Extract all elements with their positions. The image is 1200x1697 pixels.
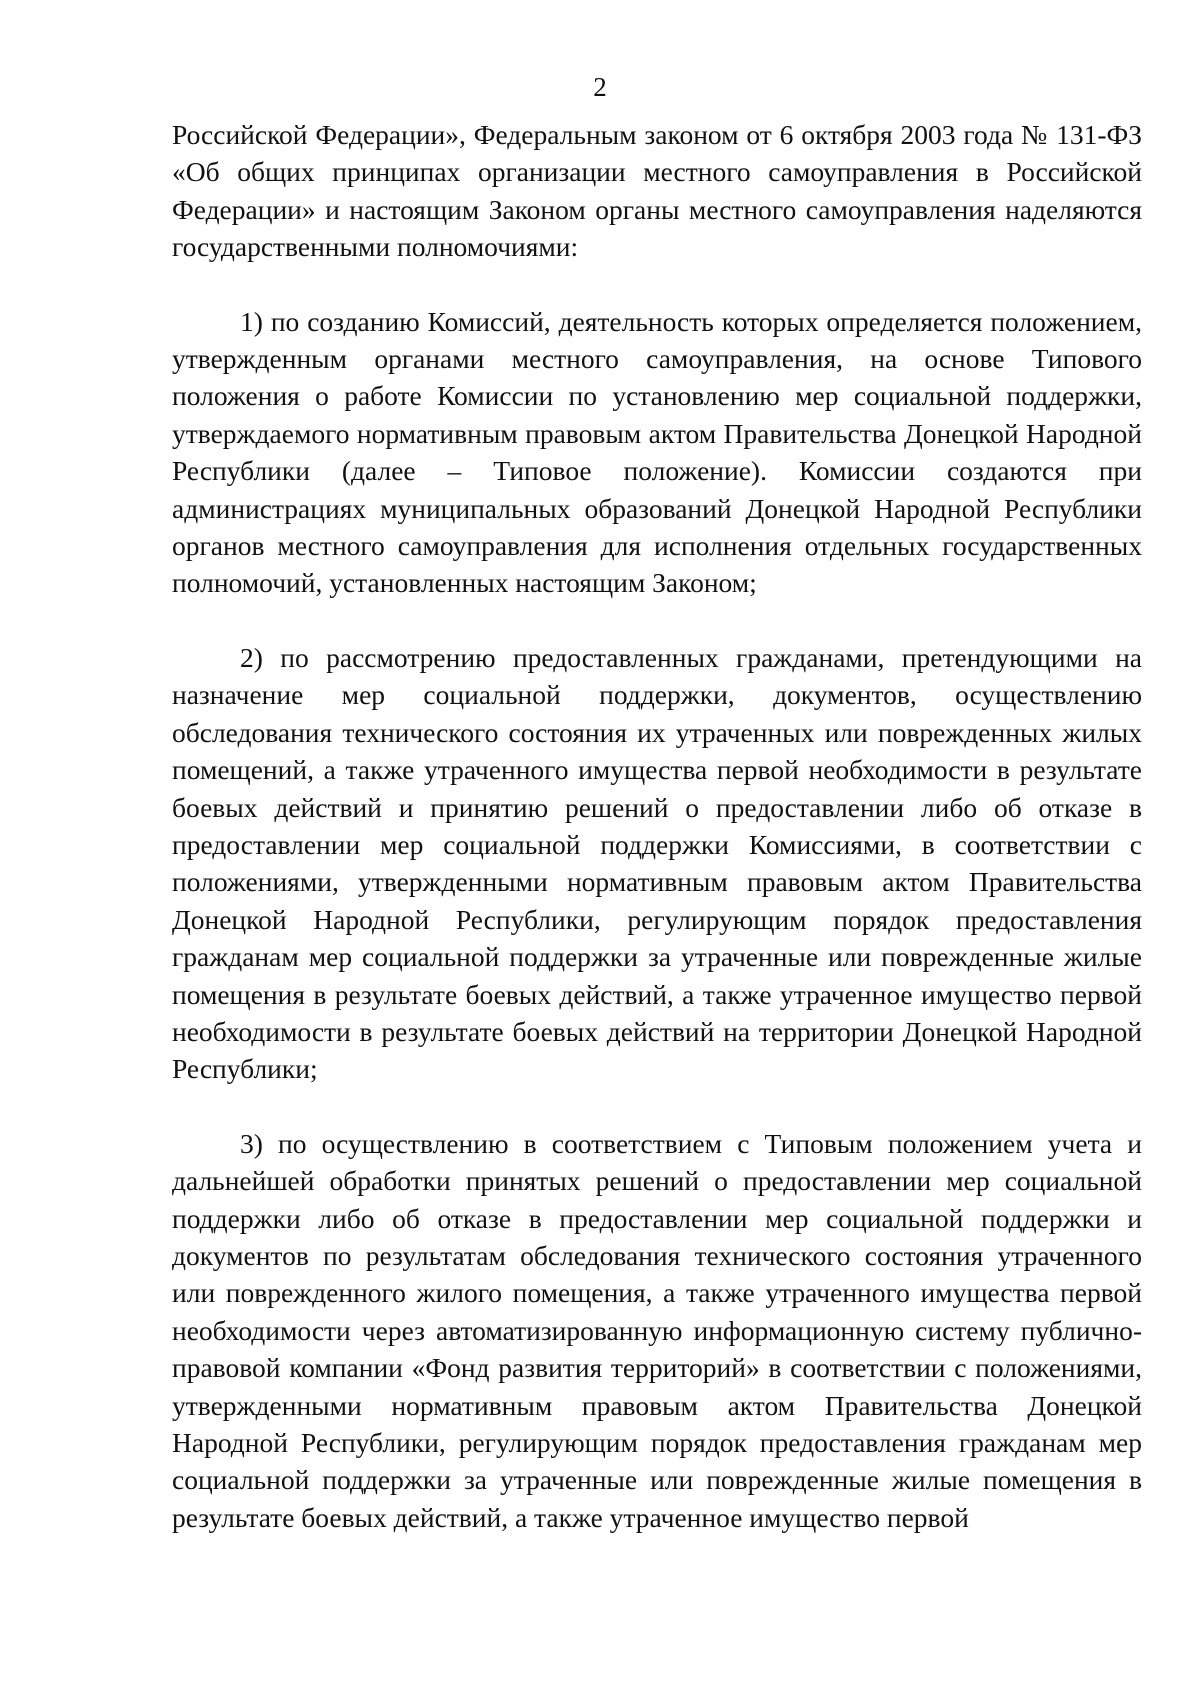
page-number: 2 <box>593 72 607 102</box>
paragraph-gap <box>172 266 1142 303</box>
paragraph-item-2: 2) по рассмотрению предоставленных гражданами, претендующими на назначение мер социальной поддержки, документов, осуществлению обследования технического состояния их утраченных или поврежденных жилых помещений, а также утраченного имущества первой необходимости в результате боевых действий и принятию решений о предоставлении либо об отказе в предоставлении мер социальной поддержки Комиссиями, в соответствии с положениями, утвержденными нормативным правовым актом Правительства Донецкой Народной Республики, регулирующим порядок предоставления гражданам мер социальной поддержки за утраченные или поврежденные жилые помещения в результате боевых действий, а также утраченное имущество первой необходимости в результате боевых действий на территории Донецкой Народной Республики; <box>172 641 1142 1085</box>
paragraph-intro: Российской Федерации», Федеральным законом от 6 октября 2003 года № 131-ФЗ «Об общих принципах организации местного самоуправления в Российской Федерации» и настоящим Законом органы местного самоуправления наделяются государственными полномочиями: <box>172 119 1142 263</box>
paragraph-item-3: 3) по осуществлению в соответствием с Типовым положением учета и дальнейшей обработки принятых решений о предоставлении мер социальной поддержки либо об отказе в предоставлении мер социальной поддержки и документов по результатам обследования технического состояния утраченного или поврежденного жилого помещения, а также утраченного имущества первой необходимости через автоматизированную информационную систему публично-правовой компании «Фонд развития территорий» в соответствии с положениями, утвержденными нормативным правовым актом Правительства Донецкой Народной Республики, регулирующим порядок предоставления гражданам мер социальной поддержки за утраченные или поврежденные жилые помещения в результате боевых действий, а также утраченное имущество первой <box>172 1127 1142 1533</box>
paragraph-item-1: 1) по созданию Комиссий, деятельность которых определяется положением, утвержденным органами местного самоуправления, на основе Типового положения о работе Комиссии по установлению мер социальной поддержки, утверждаемого нормативным правовым актом Правительства Донецкой Народной Республики (далее – Типовое положение). Комиссии создаются при администрациях муниципальных образований Донецкой Народной Республики органов местного самоуправления для исполнения отдельных государственных полномочий, установленных настоящим Законом; <box>172 305 1142 599</box>
paragraph-gap <box>172 1088 1142 1125</box>
paragraph-gap <box>172 602 1142 639</box>
document-body <box>172 116 1142 1536</box>
